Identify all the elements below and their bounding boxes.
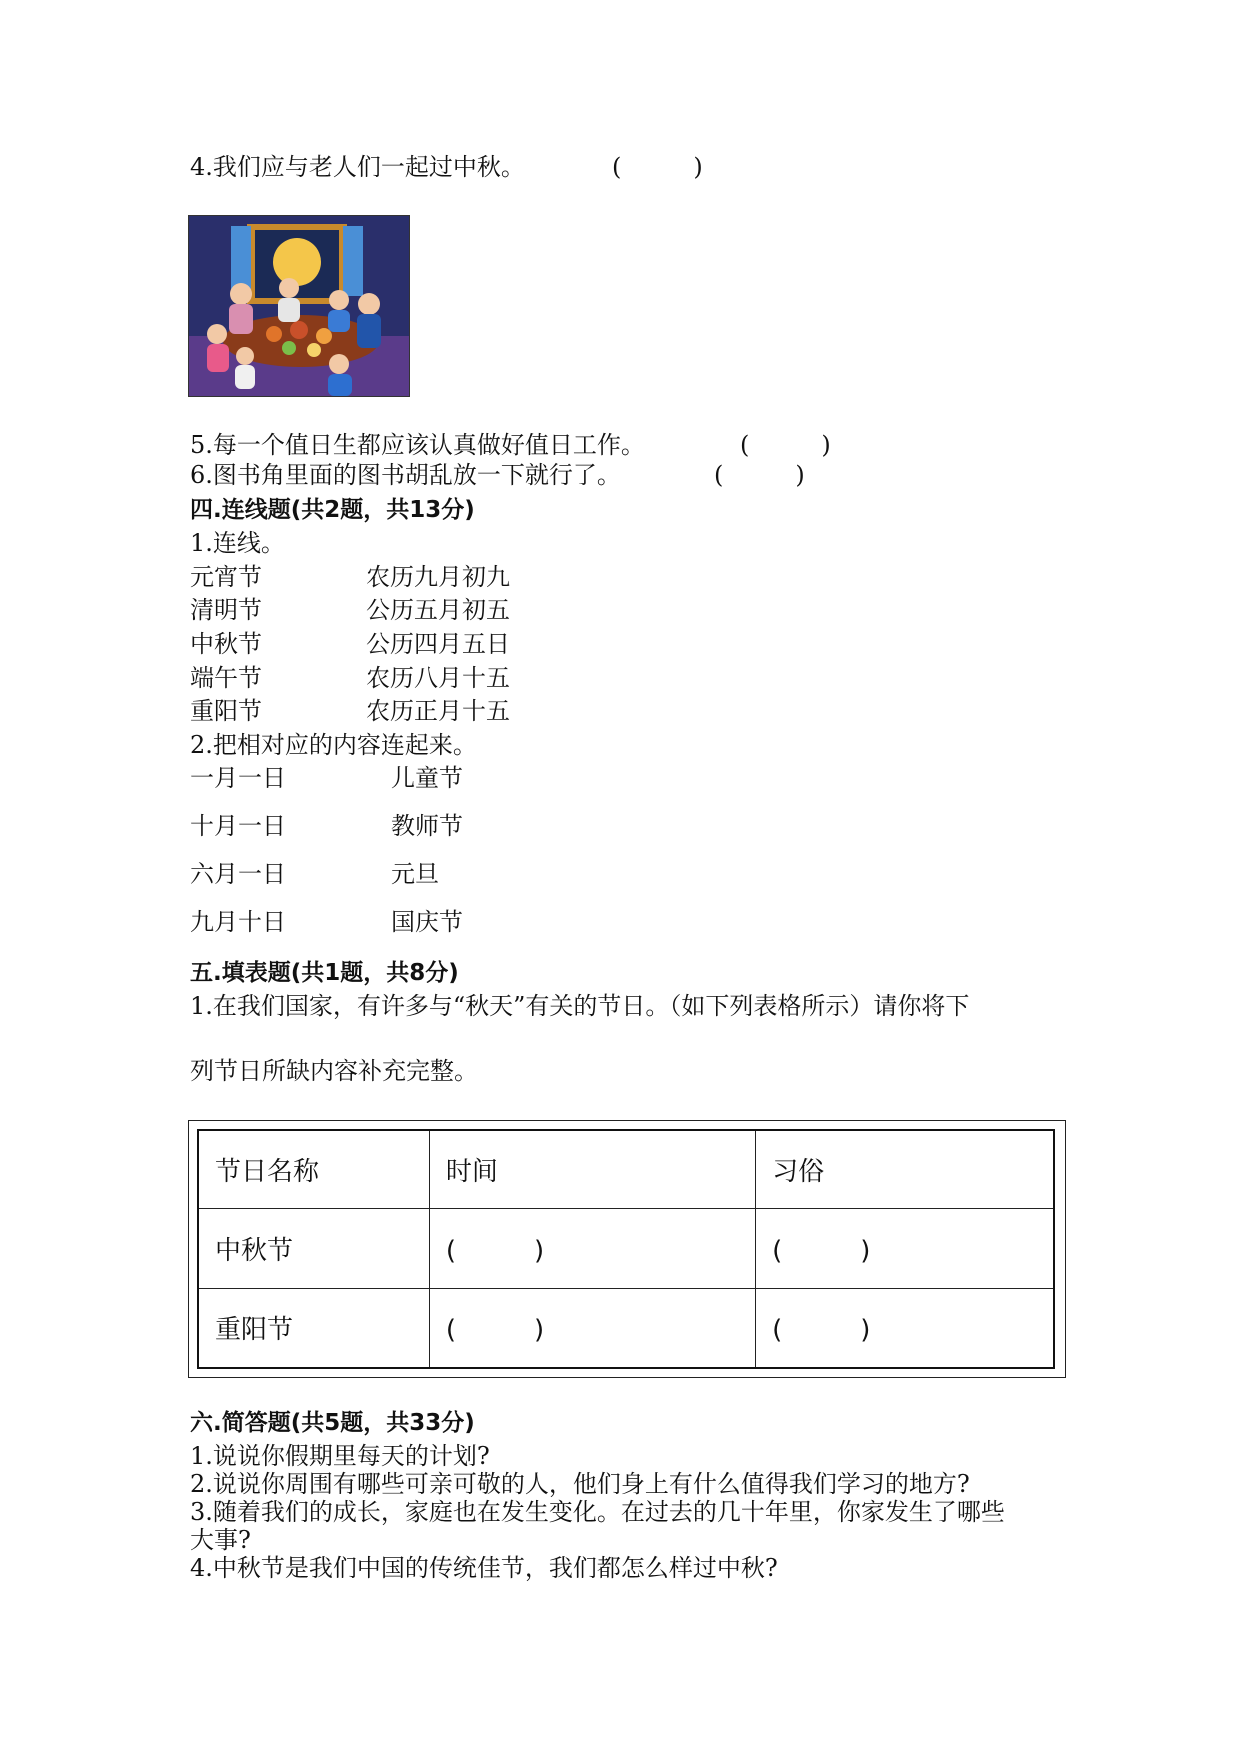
table-cell-blank[interactable]: ( ): [756, 1208, 1054, 1288]
date-left-item: 六月一日: [190, 860, 286, 888]
festival-left-item: 清明节: [190, 596, 262, 624]
holiday-right-item: 国庆节: [391, 908, 463, 936]
table-cell-festival: 重阳节: [198, 1288, 429, 1368]
date-right-item: 农历正月十五: [366, 697, 510, 725]
date-right-item: 公历四月五日: [366, 630, 510, 658]
short-answer-question: 2.说说你周围有哪些可亲可敬的人，他们身上有什么值得我们学习的地方?: [190, 1470, 970, 1498]
mid-autumn-family-illustration: [188, 215, 410, 397]
table-cell-blank[interactable]: ( ): [756, 1288, 1054, 1368]
festival-left-item: 元宵节: [190, 563, 262, 591]
festival-table-frame: [188, 1120, 1066, 1378]
short-answer-question: 4.中秋节是我们中国的传统佳节，我们都怎么样过中秋?: [190, 1554, 778, 1582]
matching-q1-label: 1.连线。: [190, 529, 285, 557]
holiday-right-item: 元旦: [391, 860, 439, 888]
short-answer-question-continued: 大事?: [190, 1526, 251, 1554]
festival-left-item: 中秋节: [190, 630, 262, 658]
festival-left-item: 端午节: [190, 664, 262, 692]
table-cell-festival: 中秋节: [198, 1208, 429, 1288]
date-right-item: 农历九月初九: [366, 563, 510, 591]
question-6-text: 6.图书角里面的图书胡乱放一下就行了。: [190, 461, 621, 489]
short-answer-question: 3.随着我们的成长，家庭也在发生变化。在过去的几十年里，你家发生了哪些: [190, 1498, 1005, 1526]
table-header-festival-name: 节日名称: [198, 1130, 429, 1208]
festival-left-item: 重阳节: [190, 697, 262, 725]
date-right-item: 公历五月初五: [366, 596, 510, 624]
table-cell-blank[interactable]: ( ): [429, 1288, 755, 1368]
date-left-item: 一月一日: [190, 764, 286, 792]
festival-table: [197, 1129, 1055, 1369]
section-4-heading: 四.连线题(共2题，共13分): [190, 497, 475, 523]
short-answer-question: 1.说说你假期里每天的计划?: [190, 1442, 490, 1470]
answer-blank-q6: ( ): [714, 461, 805, 489]
holiday-right-item: 儿童节: [391, 764, 463, 792]
answer-blank-q4: ( ): [612, 153, 703, 181]
fill-table-question-line2: 列节日所缺内容补充完整。: [190, 1057, 478, 1085]
section-5-heading: 五.填表题(共1题，共8分): [190, 960, 459, 986]
answer-blank-q5: ( ): [740, 431, 831, 459]
fill-table-question-line1: 1.在我们国家，有许多与“秋天”有关的节日。（如下列表格所示）请你将下: [190, 992, 970, 1020]
holiday-right-item: 教师节: [391, 812, 463, 840]
table-header-time: 时间: [429, 1130, 755, 1208]
section-6-heading: 六.简答题(共5题，共33分): [190, 1410, 475, 1436]
table-cell-blank[interactable]: ( ): [429, 1208, 755, 1288]
date-left-item: 十月一日: [190, 812, 286, 840]
table-header-custom: 习俗: [756, 1130, 1054, 1208]
date-right-item: 农历八月十五: [366, 664, 510, 692]
question-4-text: 4.我们应与老人们一起过中秋。: [190, 153, 525, 181]
date-left-item: 九月十日: [190, 908, 286, 936]
matching-q2-label: 2.把相对应的内容连起来。: [190, 731, 477, 759]
question-5-text: 5.每一个值日生都应该认真做好值日工作。: [190, 431, 645, 459]
